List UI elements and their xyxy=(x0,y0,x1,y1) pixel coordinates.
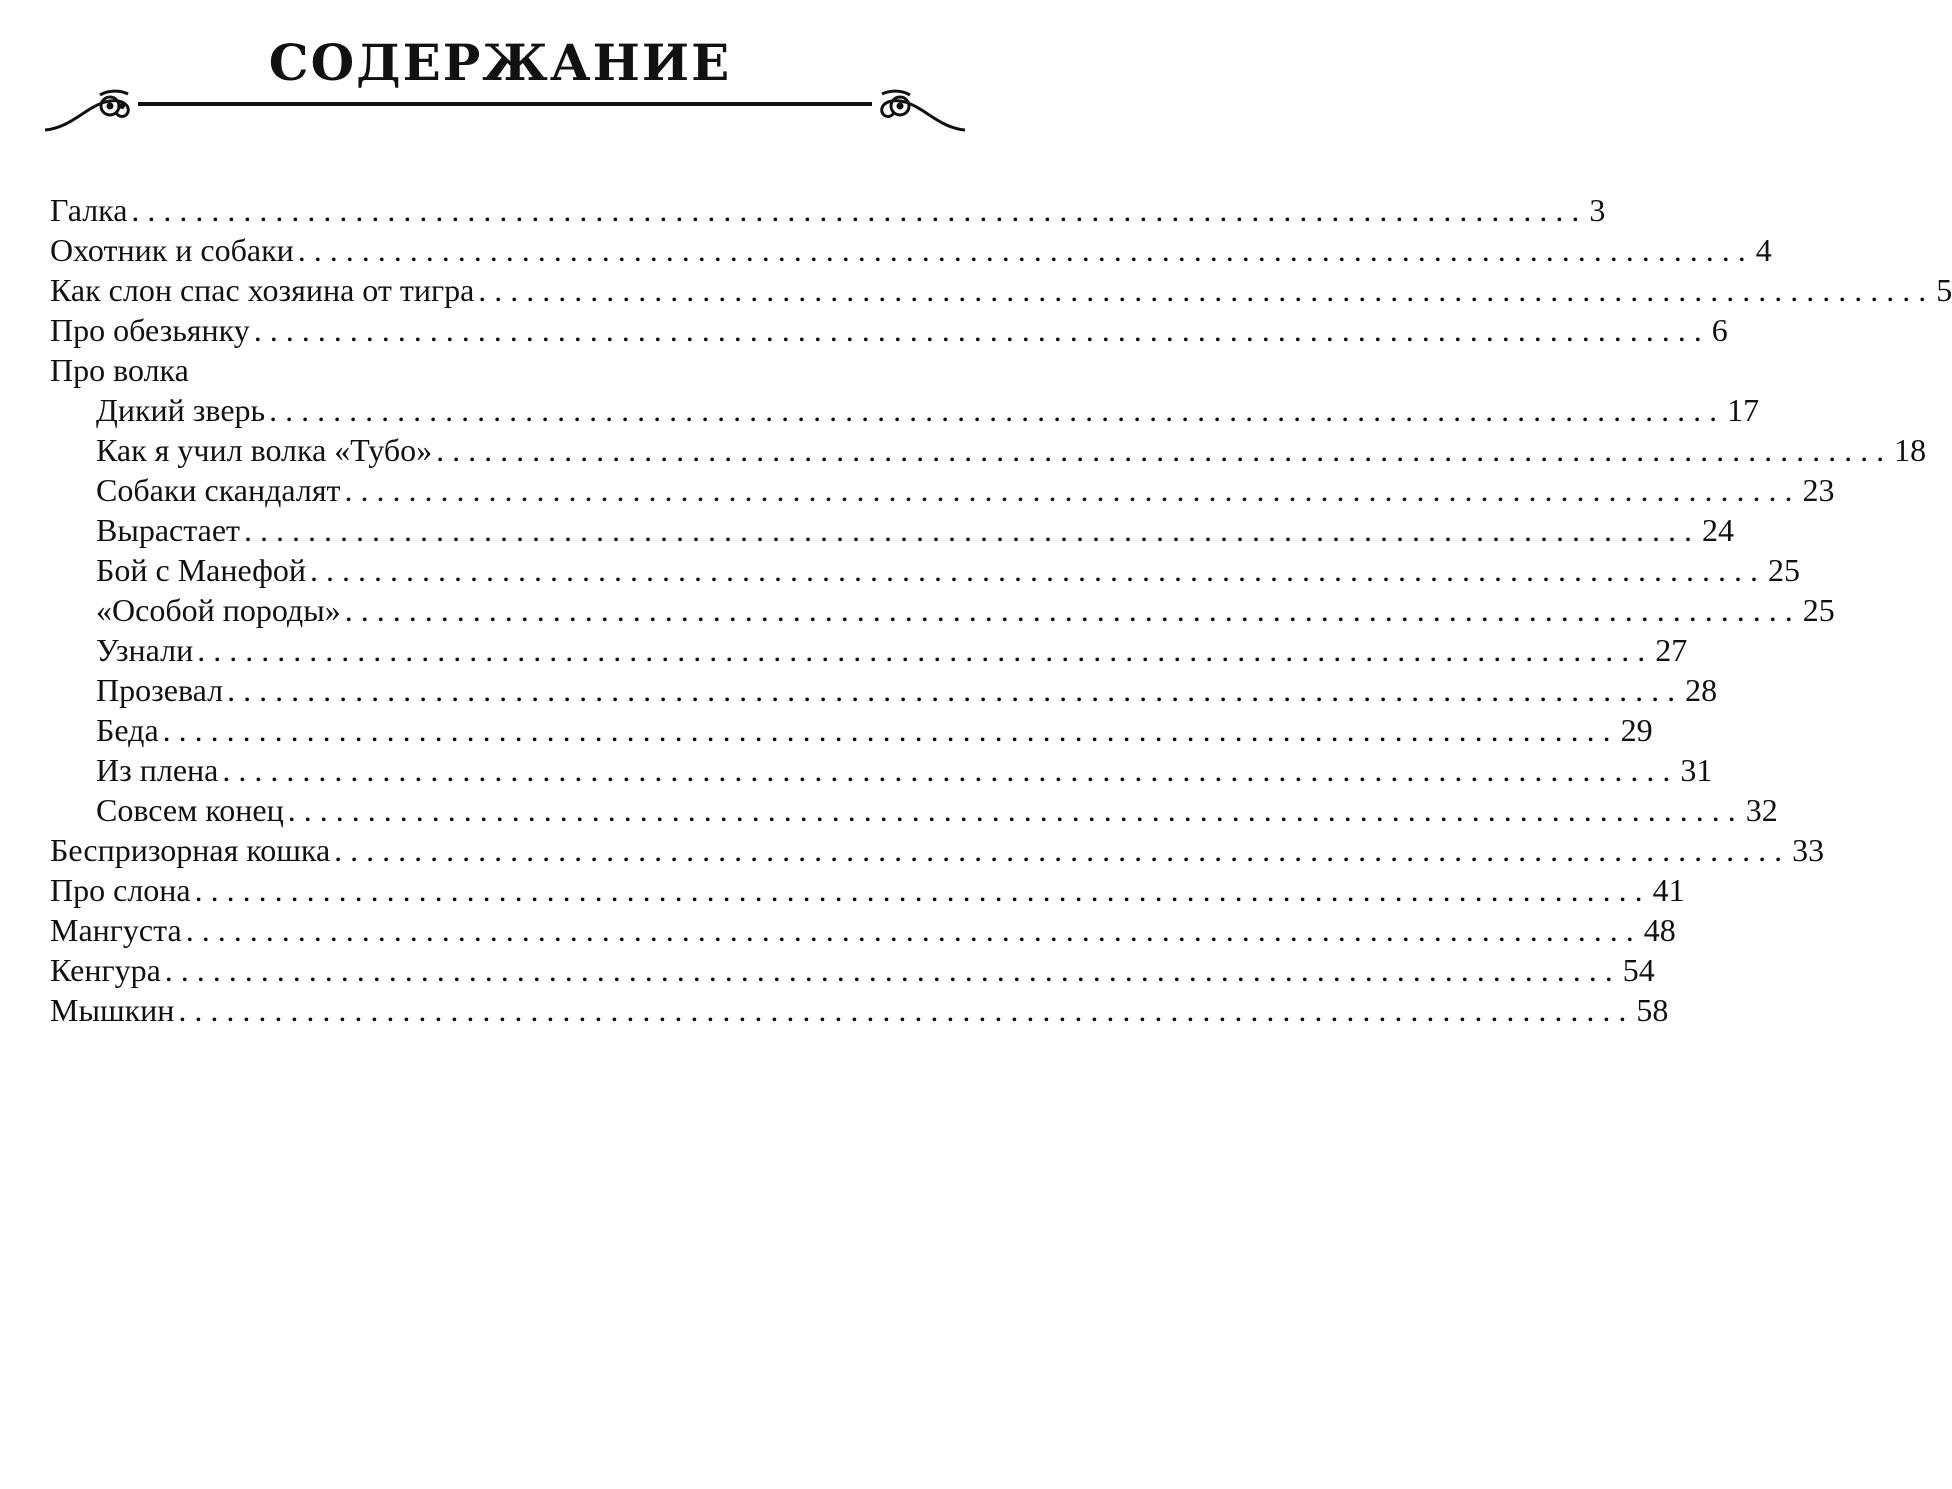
dot-leader: ........................................................................................... xyxy=(185,912,1642,948)
toc-entry[interactable] xyxy=(50,950,1655,990)
toc-page-number: 6 xyxy=(1711,312,1728,348)
dot-leader: ........................................................................................... xyxy=(162,712,1619,748)
toc-entry-title: «Особой породы» xyxy=(96,592,341,628)
toc-page-number: 28 xyxy=(1685,672,1718,708)
dot-leader: ........................................................................................... xyxy=(194,872,1651,908)
dot-leader: ........................................................................................... xyxy=(269,392,1726,428)
toc-page-number: 54 xyxy=(1622,952,1655,988)
toc-entry-title: Собаки скандалят xyxy=(96,472,341,508)
dot-leader: ........................................................................................... xyxy=(334,832,1791,868)
toc-entry[interactable] xyxy=(50,190,1606,230)
toc-page-number: 4 xyxy=(1755,232,1772,268)
toc-entry-title: Прозевал xyxy=(96,672,224,708)
toc-entry[interactable] xyxy=(50,310,1728,350)
toc-page-number: 25 xyxy=(1767,552,1800,588)
toc-page-number: 29 xyxy=(1620,712,1653,748)
toc-entry-title: Вырастает xyxy=(96,512,241,548)
dot-leader: ........................................................................................... xyxy=(344,472,1801,508)
dot-leader: ........................................................................................... xyxy=(244,512,1701,548)
toc-page-number: 58 xyxy=(1636,992,1669,1028)
toc-subentry[interactable] xyxy=(50,430,1927,470)
toc-subentry[interactable] xyxy=(50,710,1653,750)
toc-entry-title: Бой с Манефой xyxy=(96,552,306,588)
dot-leader: ........................................................................................... xyxy=(197,632,1654,668)
ornamental-divider-icon xyxy=(40,80,970,140)
toc-entry-title: Беспризорная кошка xyxy=(50,832,331,868)
dot-leader: ........................................................................................... xyxy=(222,752,1679,788)
toc-page-number: 33 xyxy=(1792,832,1825,868)
dot-leader: ........................................................................................... xyxy=(178,992,1635,1028)
dot-leader: ........................................................................................... xyxy=(478,272,1935,308)
dot-leader: ........................................................................................... xyxy=(227,672,1684,708)
toc-page-number: 18 xyxy=(1894,432,1927,468)
dot-leader: ........................................................................................... xyxy=(436,432,1893,468)
toc-page-number: 48 xyxy=(1643,912,1676,948)
toc-page-number: 41 xyxy=(1652,872,1685,908)
toc-page-number: 5 xyxy=(1936,272,1952,308)
toc-entry-title: Про обезьянку xyxy=(50,312,250,348)
toc-entry-title: Про слона xyxy=(50,872,191,908)
toc-subentry[interactable] xyxy=(50,750,1713,790)
toc-page-number: 23 xyxy=(1802,472,1835,508)
toc-entry-title: Дикий зверь xyxy=(96,392,266,428)
toc-entry[interactable] xyxy=(50,830,1825,870)
toc-entry-title: Как слон спас хозяина от тигра xyxy=(50,272,475,308)
dot-leader: ........................................................................................... xyxy=(164,952,1621,988)
toc-entry-title: Узнали xyxy=(96,632,194,668)
toc-entry[interactable] xyxy=(50,230,1772,270)
toc-page-number: 3 xyxy=(1589,192,1606,228)
dot-leader: ........................................................................................... xyxy=(344,592,1801,628)
toc-subentry[interactable] xyxy=(50,590,1835,630)
toc-entry-title: Мышкин xyxy=(50,992,175,1028)
page-title: СОДЕРЖАНИЕ xyxy=(268,33,732,92)
toc-entry-title: Как я учил волка «Тубо» xyxy=(96,432,433,468)
dot-leader: ........................................................................................... xyxy=(309,552,1766,588)
toc-subentry[interactable] xyxy=(50,470,1835,510)
toc-subentry[interactable] xyxy=(50,550,1800,590)
toc-page-number: 25 xyxy=(1802,592,1835,628)
toc-entry[interactable] xyxy=(50,270,1952,310)
dot-leader: ........................................................................................... xyxy=(297,232,1754,268)
toc-subentry[interactable] xyxy=(50,510,1735,550)
toc-entry[interactable] xyxy=(50,910,1676,950)
toc-subentry[interactable] xyxy=(50,630,1688,670)
toc-entry-title: Кенгура xyxy=(50,952,161,988)
table-of-contents xyxy=(50,190,1952,1030)
toc-page-number: 24 xyxy=(1702,512,1735,548)
toc-entry-title: Галка xyxy=(50,192,128,228)
dot-leader: ........................................................................................... xyxy=(287,792,1744,828)
toc-entry-title: Мангуста xyxy=(50,912,182,948)
dot-leader: ........................................................................................... xyxy=(253,312,1710,348)
toc-entry[interactable] xyxy=(50,870,1685,910)
toc-entry[interactable] xyxy=(50,990,1669,1030)
toc-subentry[interactable] xyxy=(50,670,1718,710)
toc-section-heading[interactable] xyxy=(50,350,960,390)
toc-entry-title: Беда xyxy=(96,712,159,748)
toc-page-number: 32 xyxy=(1745,792,1778,828)
toc-entry-title: Про волка xyxy=(50,352,189,388)
toc-page-number: 27 xyxy=(1655,632,1688,668)
toc-subentry[interactable] xyxy=(50,790,1778,830)
toc-entry-title: Совсем конец xyxy=(96,792,284,828)
dot-leader: ........................................................................................... xyxy=(131,192,1588,228)
toc-page-number: 31 xyxy=(1680,752,1713,788)
toc-entry-title: Из плена xyxy=(96,752,219,788)
toc-entry-title: Охотник и собаки xyxy=(50,232,294,268)
toc-page-number: 17 xyxy=(1727,392,1760,428)
toc-subentry[interactable] xyxy=(50,390,1760,430)
